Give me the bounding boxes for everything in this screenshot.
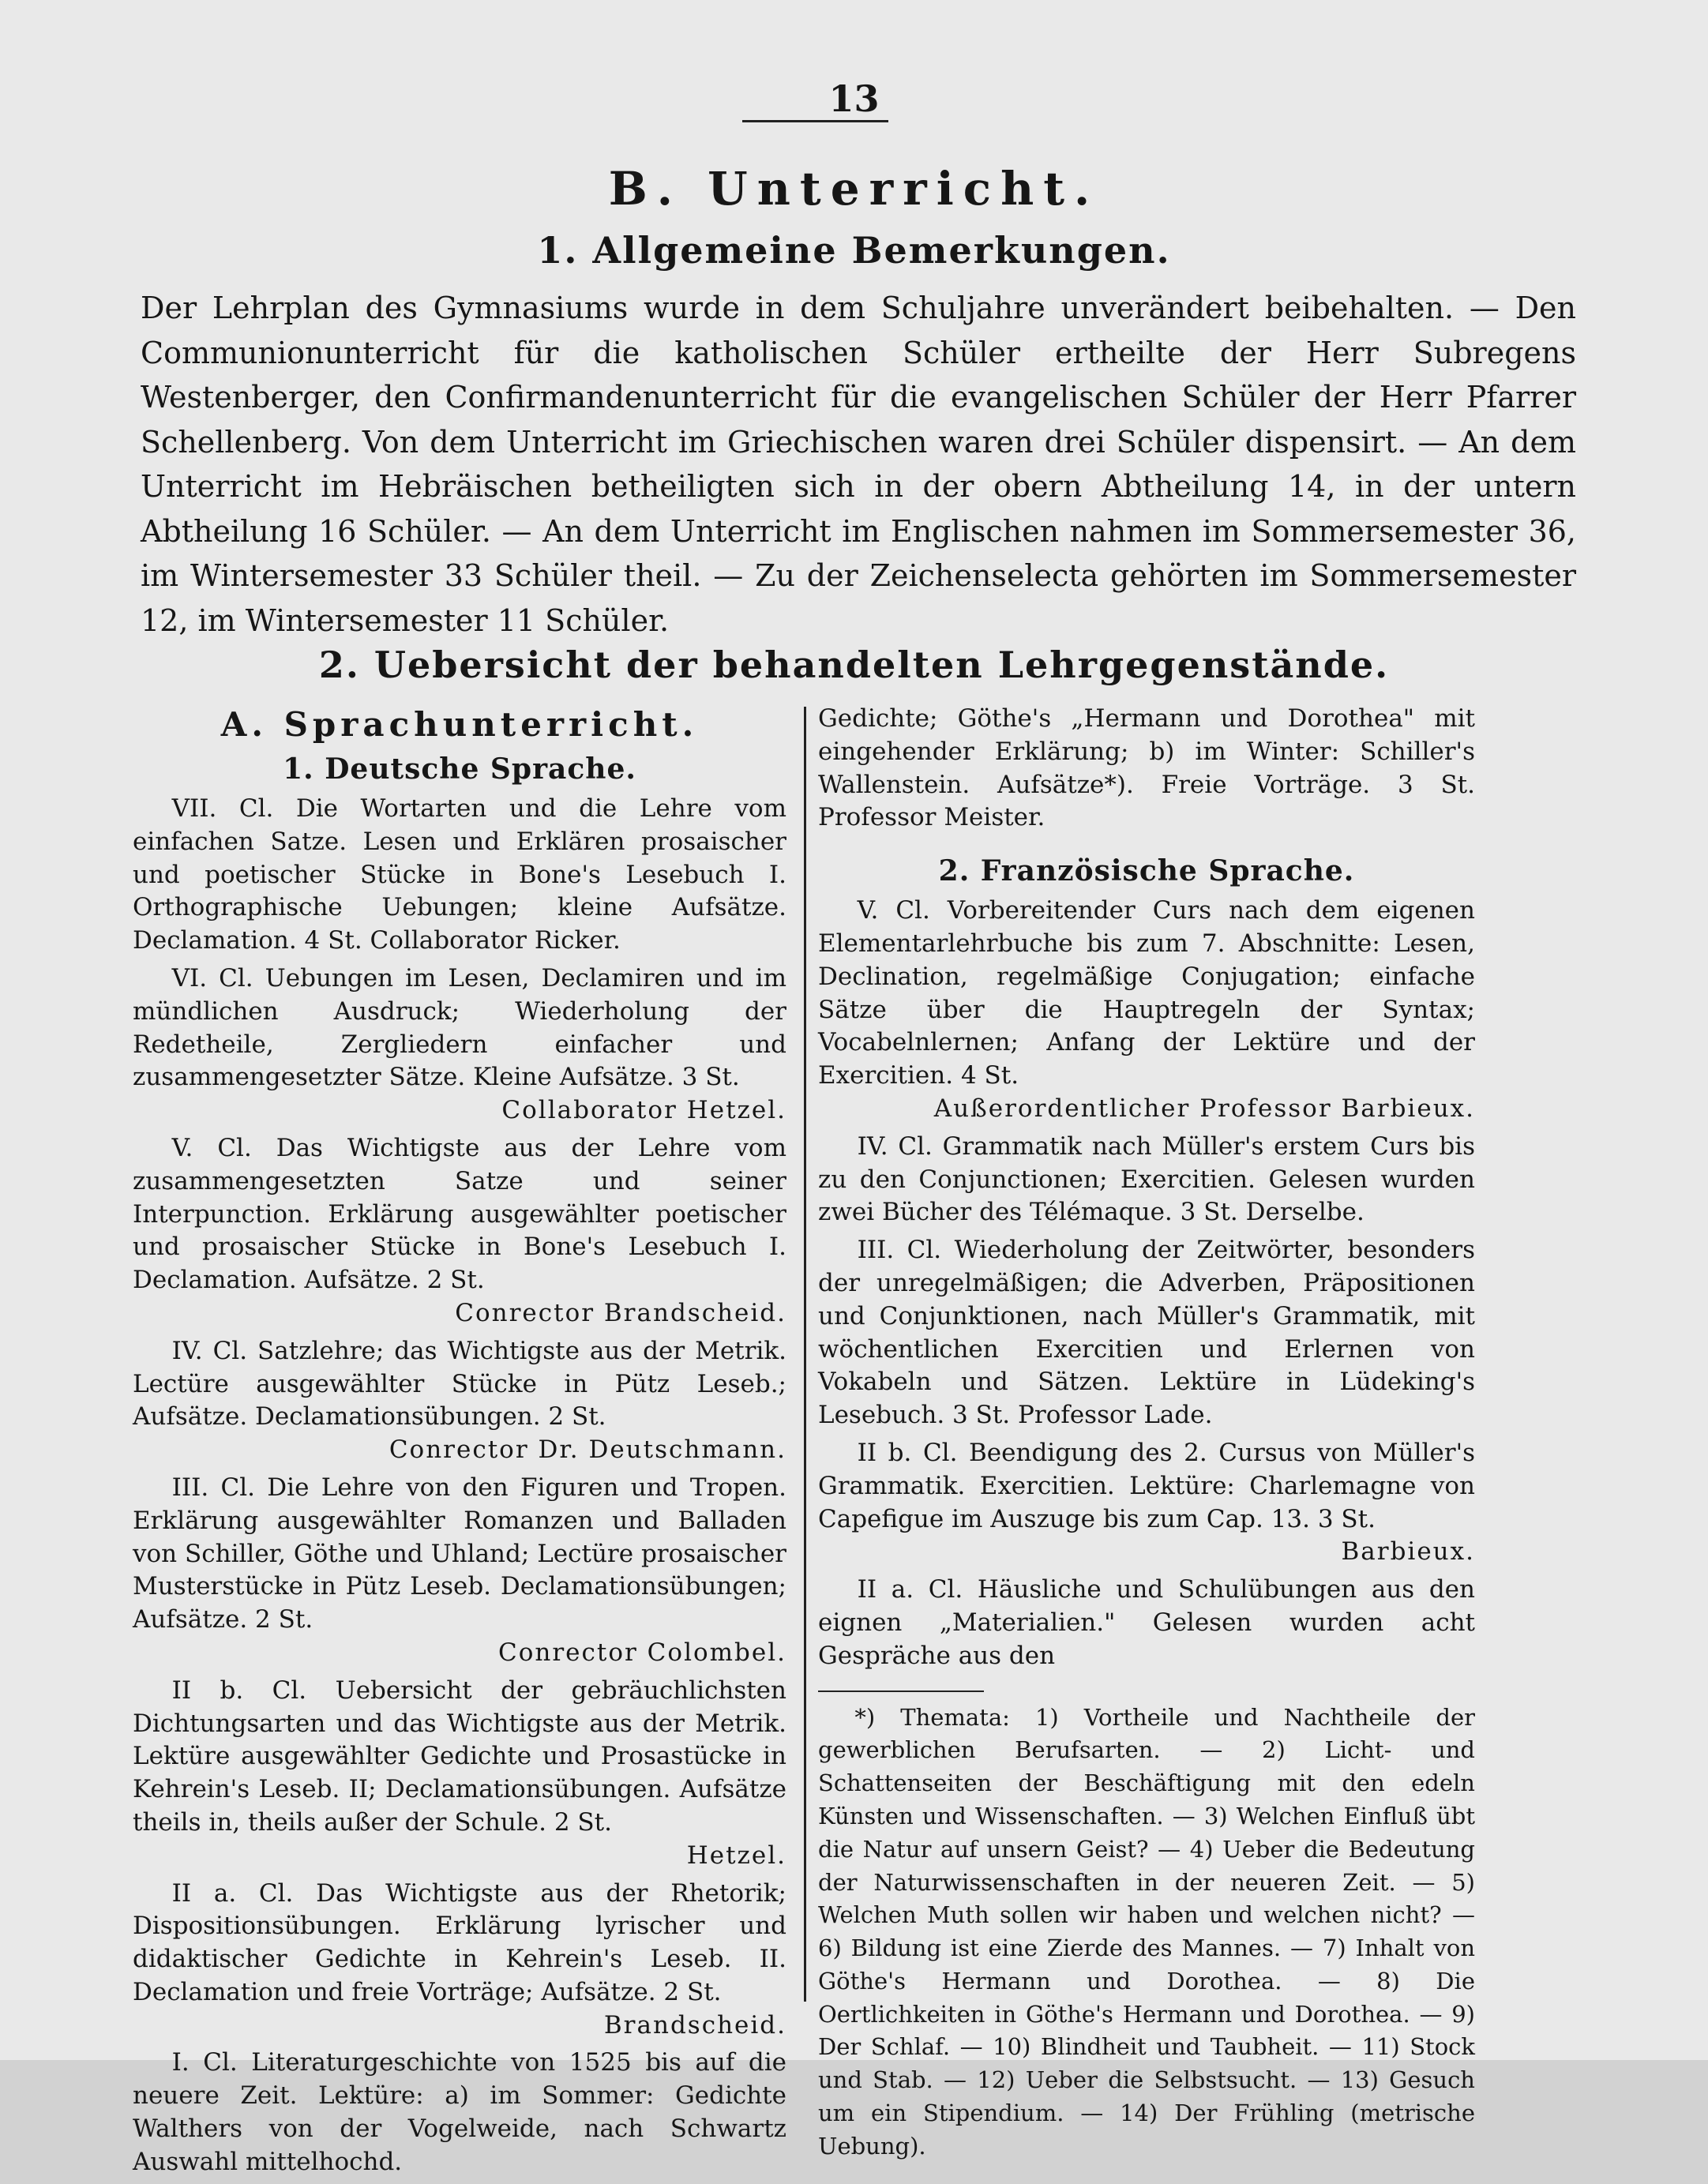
section-heading: B. Unterricht. [608, 162, 1100, 216]
page-number: 13 [828, 77, 880, 120]
entry-signature: Brandscheid. [603, 2010, 786, 2040]
entry-text: V. Cl. Das Wichtigste aus der Lehre vom zusammengesetzten Satze und seiner Interpunction. Erklärung ausgewählter poetischer und prosaischer Stücke in Bone's Lesebuch I. Declamation. Aufsätze. 2 St. [133, 1133, 786, 1295]
entry-text: II b. Cl. Beendigung des 2. Cursus von Müller's Grammatik. Exercitien. Lektüre: Charlemagne von Capefigue im Auszuge bis zum Cap. 13. 3 St. [818, 1438, 1475, 1533]
subsection-heading-general-remarks: 1. Allgemeine Bemerkungen. [537, 229, 1171, 272]
french-entry [818, 895, 1475, 1126]
column-divider [804, 707, 806, 2002]
german-entry [133, 1472, 786, 1670]
french-entry [818, 1234, 1475, 1432]
page-number-rule [742, 120, 888, 122]
french-entry [818, 1437, 1475, 1569]
entry-text: IV. Cl. Satzlehre; das Wichtigste aus der Metrik. Lectüre ausgewählter Stücke in Pütz Leseb.; Aufsätze. Declamationsübungen. 2 St. [133, 1336, 786, 1432]
footnote: *) Themata: 1) Vortheile und Nachtheile der gewerblichen Berufsarten. — 2) Licht- und Schattenseiten der Beschäftigung mit den edeln Künsten und Wissenschaften. — 3) Welchen Einfluß übt die Natur auf unsern Geist? — 4) Ueber die Bedeutung der Naturwissenschaften in der neueren Zeit. — 5) Welchen Muth sollen wir haben und welchen nicht? — 6) Bildung ist eine Zierde des Mannes. — 7) Inhalt von Göthe's Hermann und Dorothea. — 8) Die Oertlichkeiten in Göthe's Hermann und Dorothea. — 9) Der Schlaf. — 10) Blindheit und Taubheit. — 11) Stock und Stab. — 12) Ueber die Selbstsucht. — 13) Gesuch um ein Stipendium. — 14) Der Frühling (metrische Uebung). [818, 1703, 1475, 2160]
intro-paragraph: Der Lehrplan des Gymnasiums wurde in dem Schuljahre unverändert beibehalten. — Den Communionunterricht für die katholischen Schüler ertheilte der Herr Subregens Westenberger, den Confirmandenunterricht für die evangelischen Schüler der Herr Pfarrer Schellenberg. Von dem Unterricht im Griechischen waren drei Schüler dispensirt. — An dem Unterricht im Hebräischen betheiligten sich in der obern Abtheilung 14, in der untern Abtheilung 16 Schüler. — An dem Unterricht im Englischen nahmen im Sommersemester 36, im Wintersemester 33 Schüler theil. — Zu der Zeichenselecta gehörten im Sommersemester 12, im Wintersemester 11 Schüler. [141, 291, 1576, 638]
german-heading: 1. Deutsche Sprache. [283, 752, 636, 786]
continuation-text: Gedichte; Göthe's „Hermann und Dorothea" mit eingehender Erklärung; b) im Winter: Schiller's Wallenstein. Aufsätze*). Freie Vorträge. 3 St. Professor Meister. [818, 704, 1475, 832]
german-entry [133, 1675, 786, 1873]
entry-text: III. Cl. Wiederholung der Zeitwörter, besonders der unregelmäßigen; die Adverben, Präpositionen und Conjunktionen, nach Müller's Grammatik, mit wöchentlichen Exercitien und Erlernen von Vokabeln und Sätzen. Lektüre in Lüdeking's Lesebuch. 3 St. Professor Lade. [818, 1236, 1475, 1430]
entry-text: II b. Cl. Uebersicht der gebräuchlichsten Dichtungsarten und das Wichtigste aus der Metrik. Lektüre ausgewählter Gedichte und Prosastücke in Kehrein's Leseb. II; Declamationsübungen. Aufsätze theils in, theils außer der Schule. 2 St. [133, 1676, 786, 1837]
entry-signature: Conrector Brandscheid. [455, 1298, 786, 1327]
entry-text: VII. Cl. Die Wortarten und die Lehre vom einfachen Satze. Lesen und Erklären prosaischer und poetischer Stücke in Bone's Lesebuch I. Orthographische Uebungen; kleine Aufsätze. Declamation. 4 St. Collaborator Ricker. [133, 794, 786, 955]
french-entry [818, 1131, 1475, 1229]
entry-signature: Hetzel. [686, 1841, 786, 1870]
entry-signature: Conrector Colombel. [498, 1638, 786, 1667]
entry-text: II a. Cl. Das Wichtigste aus der Rhetorik; Dispositionsübungen. Erklärung lyrischer und didaktischer Gedichte in Kehrein's Leseb. II. Declamation und freie Vorträge; Aufsätze. 2 St. [133, 1878, 786, 2006]
entry-text: III. Cl. Die Lehre von den Figuren und Tropen. Erklärung ausgewählter Romanzen und Balladen von Schiller, Göthe und Uhland; Lectüre prosaischer Musterstücke in Pütz Leseb. Declamationsübungen; Aufsätze. 2 St. [133, 1473, 786, 1634]
footnote-rule [818, 1691, 984, 1692]
entry-text: VI. Cl. Uebungen im Lesen, Declamiren und im mündlichen Ausdruck; Wiederholung der Redetheile, Zergliedern einfacher und zusammengesetzter Sätze. Kleine Aufsätze. 3 St. [133, 963, 786, 1092]
right-column [818, 703, 1475, 2168]
entry-signature: Collaborator Hetzel. [501, 1096, 786, 1125]
left-column [133, 703, 786, 2184]
german-entry [133, 1335, 786, 1467]
entry-text: II a. Cl. Häusliche und Schulübungen aus den eignen „Materialien." Gelesen wurden acht Gespräche aus den [818, 1575, 1475, 1670]
german-entry [133, 1878, 786, 2043]
french-heading: 2. Französische Sprache. [938, 854, 1355, 888]
entry-text: IV. Cl. Grammatik nach Müller's erstem Curs bis zu den Conjunctionen; Exercitien. Gelesen wurden zwei Bücher des Télémaque. 3 St. Derselbe. [818, 1131, 1475, 1227]
entry-signature: Barbieux. [1341, 1537, 1475, 1567]
entry-text: V. Cl. Vorbereitender Curs nach dem eigenen Elementarlehrbuche bis zum 7. Abschnitte: Lesen, Declination, regelmäßige Conjugation; einfache Sätze über die Hauptregeln der Syntax; Vocabelnlernen; Anfang der Lektüre und der Exercitien. 4 St. [818, 896, 1475, 1090]
german-entry [133, 793, 786, 958]
language-instruction-heading: A. Sprachunterricht. [220, 705, 699, 744]
german-entry [133, 1132, 786, 1330]
german-entry [133, 2047, 786, 2178]
german-entry [133, 963, 786, 1128]
subsection-heading-overview: 2. Uebersicht der behandelten Lehrgegenstände. [318, 644, 1390, 686]
entry-signature: Außerordentlicher Professor Barbieux. [933, 1094, 1475, 1123]
entry-text: I. Cl. Literaturgeschichte von 1525 bis auf die neuere Zeit. Lektüre: a) im Sommer: Gedichte Walthers von der Vogelweide, nach Schwartz Auswahl mittelhochd. [133, 2048, 786, 2176]
entry-signature: Conrector Dr. Deutschmann. [389, 1435, 786, 1465]
french-entry [818, 1574, 1475, 1672]
